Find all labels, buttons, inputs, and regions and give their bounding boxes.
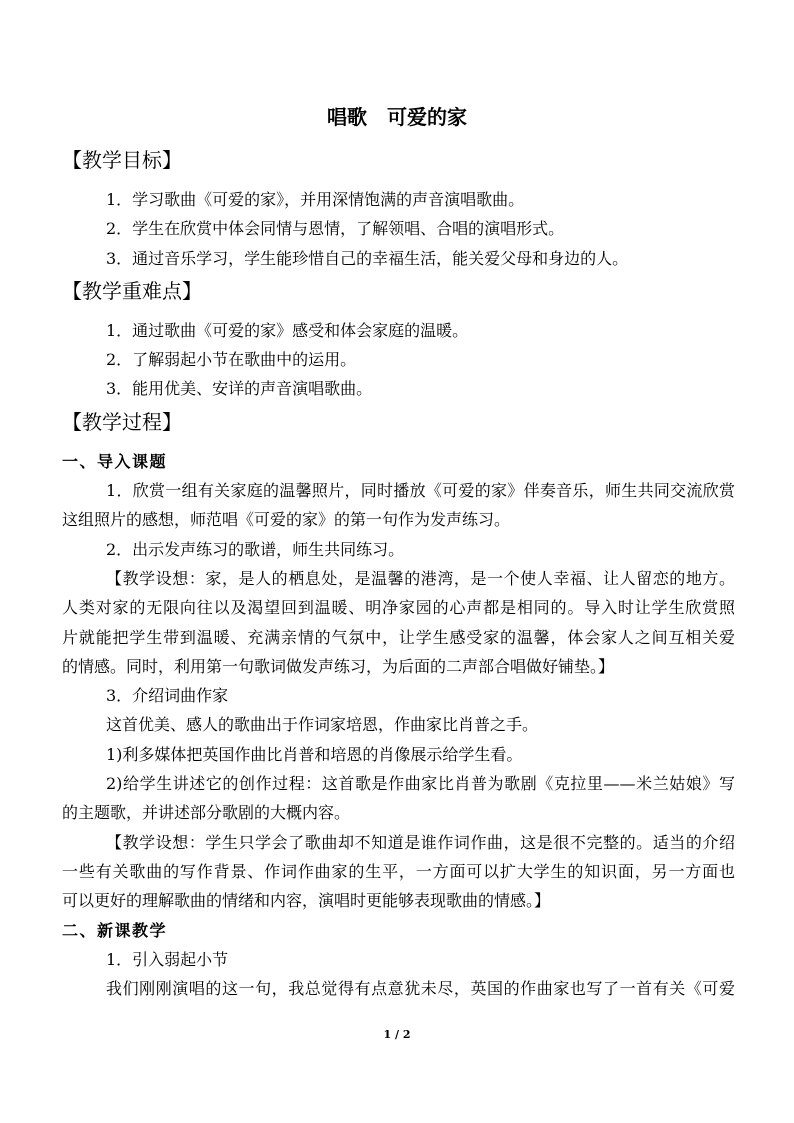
paragraph-line: 【教学设想：学生只学会了歌曲却不知道是谁作词作曲，这是很不完整的。适当的介绍 <box>106 832 735 852</box>
section-heading-process: 【教学过程】 <box>62 409 182 434</box>
page-number: 1 / 2 <box>383 1028 411 1041</box>
paragraph-step3-text: 这首优美、感人的歌曲出于作词家培恩，作曲家比肖普之手。 <box>106 715 539 735</box>
paragraph-design-note-2 <box>62 828 735 916</box>
section-heading-objectives: 【教学目标】 <box>62 148 182 172</box>
list-item: 3．通过音乐学习，学生能珍惜自己的幸福生活，能关爱父母和身边的人。 <box>106 248 629 268</box>
paragraph-step3-sub1: 1)利多媒体把英国作曲比肖普和培恩的肖像展示给学生看。 <box>106 744 523 764</box>
page-title: 唱歌 可爱的家 <box>327 105 467 129</box>
paragraph-step2: 2．出示发声练习的歌谱，师生共同练习。 <box>106 539 405 559</box>
paragraph-step3: 3．介绍词曲作家 <box>106 686 229 706</box>
paragraph-part2-step1: 1．引入弱起小节 <box>106 949 229 969</box>
section-heading-key-points: 【教学重难点】 <box>62 278 202 303</box>
paragraph-line: 人类对家的无限向往以及渴望回到温暖、明净家园的心声都是相同的。导入时让学生欣赏照 <box>62 598 735 618</box>
paragraph-step3-sub2 <box>62 769 735 828</box>
subheading-new-lesson: 二、新课教学 <box>62 920 168 940</box>
paragraph-line: 【教学设想：家，是人的栖息处，是温馨的港湾，是一个使人幸福、让人留恋的地方。 <box>106 568 735 588</box>
paragraph-line: 这组照片的感想，师范唱《可爱的家》的第一句作为发声练习。 <box>62 510 511 530</box>
paragraph-line: 可以更好的理解歌曲的情绪和内容，演唱时更能够表现歌曲的情感。】 <box>62 891 551 911</box>
paragraph-line: 2)给学生讲述它的创作过程：这首歌是作曲家比肖普为歌剧《克拉里——米兰姑娘》写 <box>106 774 735 794</box>
paragraph-step1 <box>62 476 735 535</box>
paragraph-line: 的情感。同时，利用第一句歌词做发声练习，为后面的二声部合唱做好铺垫。】 <box>62 656 615 676</box>
list-item: 1．学习歌曲《可爱的家》，并用深情饱满的声音演唱歌曲。 <box>106 190 525 209</box>
paragraph-line: 一些有关歌曲的写作背景、作词作曲家的生平，一方面可以扩大学生的知识面，另一方面也 <box>62 861 735 881</box>
list-item: 3．能用优美、安详的声音演唱歌曲。 <box>106 379 373 399</box>
document-body <box>62 142 735 1003</box>
paragraph-line: 的主题歌，并讲述部分歌剧的大概内容。 <box>62 803 351 823</box>
list-item: 2．学生在欣赏中体会同情与恩情，了解领唱、合唱的演唱形式。 <box>106 219 565 239</box>
paragraph-line: 1．欣赏一组有关家庭的温馨照片，同时播放《可爱的家》伴奏音乐，师生共同交流欣赏 <box>106 481 735 501</box>
objectives-list <box>62 185 735 273</box>
list-item: 2．了解弱起小节在歌曲中的运用。 <box>106 350 357 370</box>
key-points-list <box>62 316 735 404</box>
paragraph-design-note-1 <box>62 564 735 681</box>
list-item: 1．通过歌曲《可爱的家》感受和体会家庭的温暖。 <box>106 320 469 340</box>
subheading-introduction: 一、导入课题 <box>62 451 168 471</box>
paragraph-part2-step1-text: 我们刚刚演唱的这一句，我总觉得有点意犹未尽，英国的作曲家也写了一首有关《可爱 <box>106 979 735 999</box>
paragraph-line: 片就能把学生带到温暖、充满亲情的气氛中，让学生感受家的温馨，体会家人之间互相关爱 <box>62 627 735 647</box>
